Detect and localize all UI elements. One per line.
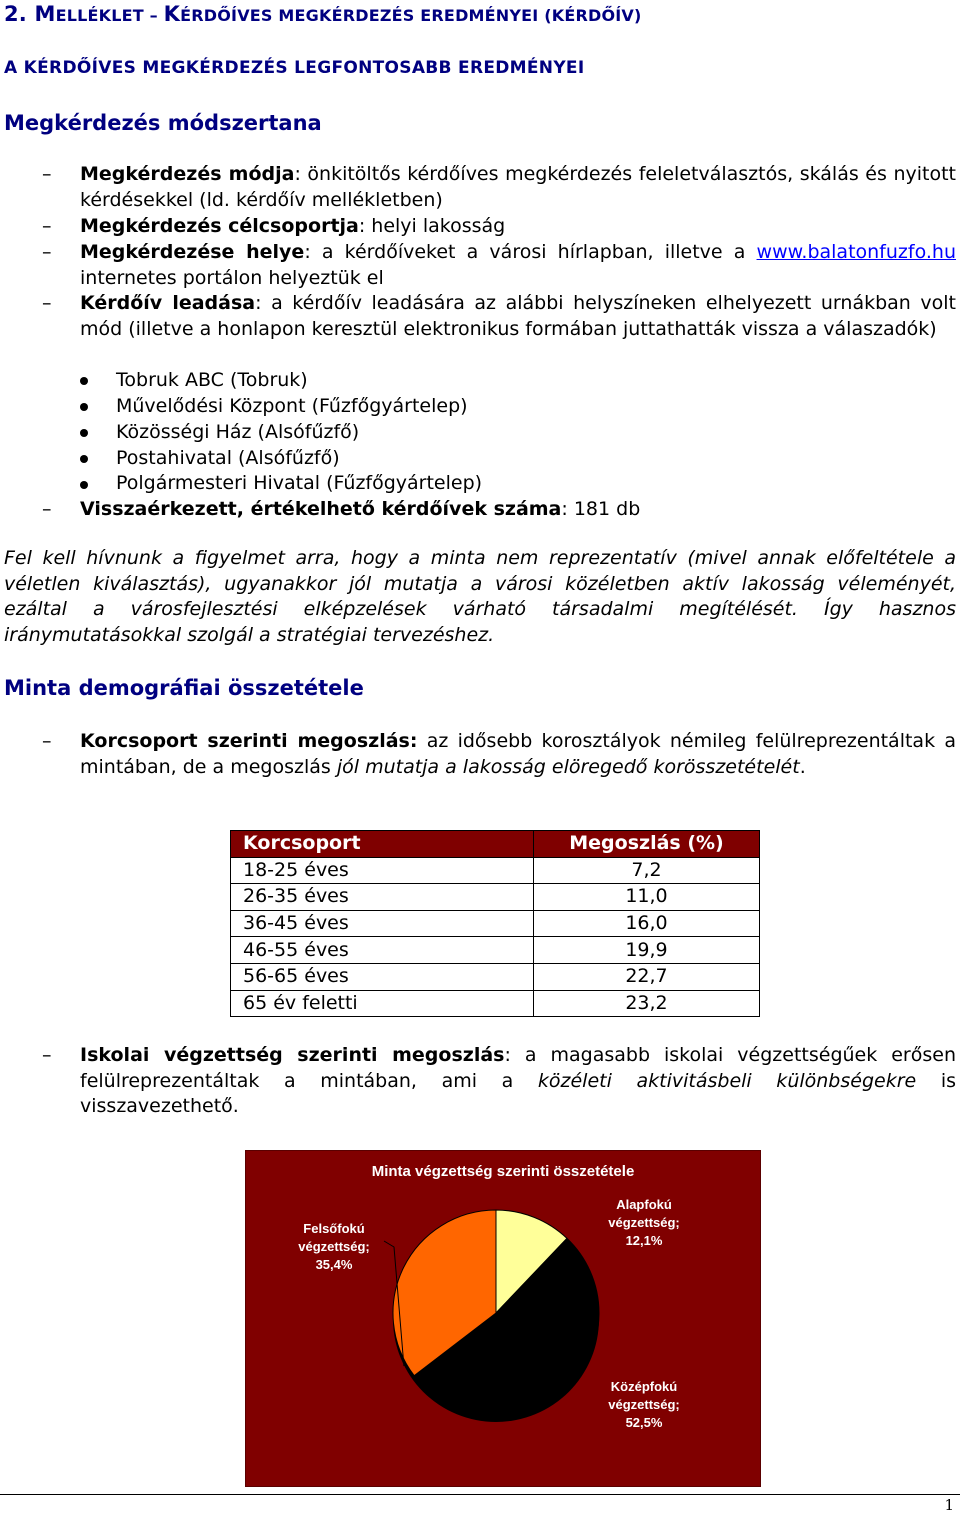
method-target-item: Megkérdezés célcsoportja: helyi lakosság — [80, 215, 506, 237]
page-number: 1 — [944, 1496, 954, 1514]
table-row — [231, 963, 760, 990]
method-place-item: Megkérdezése helye: a kérdőíveket a városi hírlapban, illetve a www.balatonfuzfo.hu internetes portálon helyeztük el — [80, 241, 956, 289]
dash-marker: – — [42, 241, 52, 263]
education-pie-chart — [245, 1150, 761, 1487]
location-item: Polgármesteri Hivatal (Fűzfőgyártelep) — [116, 472, 483, 494]
method-mode-item: Megkérdezés módja: önkitöltős kérdőíves megkérdezés feleletválasztós, skálás és nyitott kérdésekkel (ld. kérdőív mellékletben) — [80, 163, 956, 211]
table-header-row — [231, 831, 760, 858]
appendix-heading: 2. MELLÉKLET – KÉRDŐÍVES MEGKÉRDEZÉS EREDMÉNYEI (KÉRDŐÍV) — [4, 2, 642, 26]
age-distribution-item: Korcsoport szerinti megoszlás: az idősebb korosztályok némileg felülreprezentáltak a mintában, de a megoszlás jól mutatja a lakosság elöregedő korösszetételét. — [80, 730, 956, 778]
pie-slices-layer — [393, 1210, 599, 1416]
table-cell: 22,7 — [534, 963, 760, 990]
pie-slice-label: Alapfokú végzettség; 12,1% — [608, 1197, 680, 1248]
bullet-icon — [80, 455, 88, 463]
portal-link[interactable]: www.balatonfuzfo.hu — [756, 241, 956, 263]
table-cell: 26-35 éves — [231, 884, 534, 911]
method-return-item: Kérdőív leadása: a kérdőív leadására az alábbi helyszíneken elhelyezett urnákban volt mód (illetve a honlapon keresztül elektronikus formában juttathatták vissza a válaszadók) — [80, 292, 956, 340]
demography-heading: Minta demográfiai összetétele — [4, 676, 364, 700]
pie-slice-label: Felsőfokú végzettség; 35,4% — [298, 1221, 370, 1272]
method-heading: Megkérdezés módszertana — [4, 111, 322, 135]
footer-rule — [0, 1494, 960, 1495]
table-row — [231, 910, 760, 937]
education-distribution-item: Iskolai végzettség szerinti megoszlás: a magasabb iskolai végzettségűek erősen felülreprezentáltak a mintában, ami a közéleti aktivitásbeli különbségekre is visszavezethető. — [80, 1044, 956, 1118]
dash-marker: – — [42, 1044, 52, 1066]
table-cell: 36-45 éves — [231, 910, 534, 937]
table-cell: 23,2 — [534, 990, 760, 1017]
age-table — [230, 830, 760, 1017]
bullet-icon — [80, 429, 88, 437]
bullet-icon — [80, 377, 88, 385]
table-cell: 16,0 — [534, 910, 760, 937]
method-count-item: Visszaérkezett, értékelhető kérdőívek száma: 181 db — [80, 498, 641, 520]
table-cell: 19,9 — [534, 937, 760, 964]
dash-marker: – — [42, 292, 52, 314]
dash-marker: – — [42, 163, 52, 185]
table-row — [231, 990, 760, 1017]
sample-note-paragraph: Fel kell hívnunk a figyelmet arra, hogy a minta nem reprezentatív (mivel annak előfeltétele a véletlen kiválasztás), ugyanakkor jól mutatja a városi közéletben aktív lakosság véleményét, ezáltal a városfejlesztési elképzelések várható társadalmi megítélését. Így hasznos iránymutatásokkal szolgál a stratégiai tervezéshez. — [4, 547, 956, 646]
location-item: Tobruk ABC (Tobruk) — [116, 369, 308, 391]
table-cell: 46-55 éves — [231, 937, 534, 964]
location-item: Közösségi Ház (Alsófűzfő) — [116, 421, 360, 443]
table-row — [231, 857, 760, 884]
table-row — [231, 884, 760, 911]
results-subheading: A KÉRDŐÍVES MEGKÉRDEZÉS LEGFONTOSABB EREDMÉNYEI — [4, 58, 585, 78]
table-cell: 18-25 éves — [231, 857, 534, 884]
table-cell: 56-65 éves — [231, 963, 534, 990]
dash-marker: – — [42, 215, 52, 237]
dash-marker: – — [42, 498, 52, 520]
pie-chart-svg — [246, 1151, 760, 1486]
table-row — [231, 937, 760, 964]
table-header-cell: Korcsoport — [231, 831, 534, 858]
table-cell: 7,2 — [534, 857, 760, 884]
bullet-icon — [80, 481, 88, 489]
bullet-icon — [80, 403, 88, 411]
chart-title: Minta végzettség szerinti összetétele — [371, 1163, 635, 1180]
pie-slice-label: Középfokú végzettség; 52,5% — [608, 1379, 680, 1430]
table-header-cell: Megoszlás (%) — [534, 831, 760, 858]
location-item: Postahivatal (Alsófűzfő) — [116, 447, 340, 469]
location-item: Művelődési Központ (Fűzfőgyártelep) — [116, 395, 468, 417]
table-cell: 11,0 — [534, 884, 760, 911]
table-cell: 65 év feletti — [231, 990, 534, 1017]
dash-marker: – — [42, 730, 52, 752]
